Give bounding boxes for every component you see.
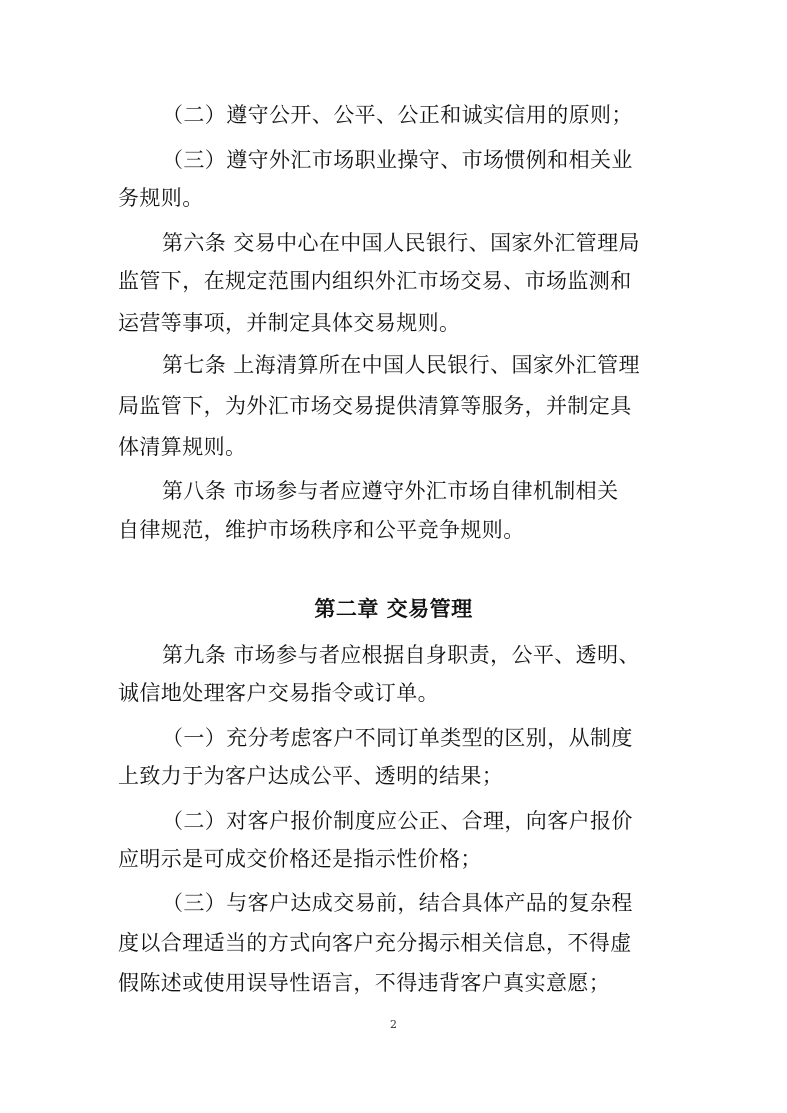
text-line: 务规则。 bbox=[118, 186, 204, 210]
text-line: 第七条 上海清算所在中国人民银行、国家外汇管理 bbox=[162, 353, 640, 377]
text-line: 应明示是可成交价格还是指示性价格； bbox=[118, 847, 482, 871]
text-line: （二）对客户报价制度应公正、合理，向客户报价 bbox=[162, 809, 633, 833]
text-line: 第六条 交易中心在中国人民银行、国家外汇管理局 bbox=[162, 231, 640, 255]
chapter-heading: 第二章 交易管理 bbox=[314, 597, 473, 621]
text-line: 自律规范，维护市场秩序和公平竞争规则。 bbox=[118, 518, 525, 542]
text-line: 诚信地处理客户交易指令或订单。 bbox=[118, 681, 439, 705]
text-line: （三）与客户达成交易前，结合具体产品的复杂程 bbox=[162, 891, 633, 915]
page-number: 2 bbox=[390, 1018, 397, 1031]
text-line: （一）充分考虑客户不同订单类型的区别，从制度 bbox=[162, 726, 633, 750]
text-line: （二）遵守公开、公平、公正和诚实信用的原则； bbox=[162, 103, 633, 127]
text-line: 监管下，在规定范围内组织外汇市场交易、市场监测和 bbox=[118, 269, 632, 293]
text-line: 局监管下，为外汇市场交易提供清算等服务，并制定具 bbox=[118, 394, 632, 418]
text-line: 上致力于为客户达成公平、透明的结果； bbox=[118, 764, 504, 788]
text-line: （三）遵守外汇市场职业操守、市场惯例和相关业 bbox=[162, 148, 633, 172]
text-line: 第八条 市场参与者应遵守外汇市场自律机制相关 bbox=[162, 479, 619, 503]
text-line: 第九条 市场参与者应根据自身职责，公平、透明、 bbox=[162, 643, 640, 667]
text-line: 运营等事项，并制定具体交易规则。 bbox=[118, 311, 461, 335]
text-line: 度以合理适当的方式向客户充分揭示相关信息，不得虚 bbox=[118, 931, 632, 955]
text-line: 体清算规则。 bbox=[118, 435, 247, 459]
text-line: 假陈述或使用误导性语言，不得违背客户真实意愿； bbox=[118, 971, 611, 995]
